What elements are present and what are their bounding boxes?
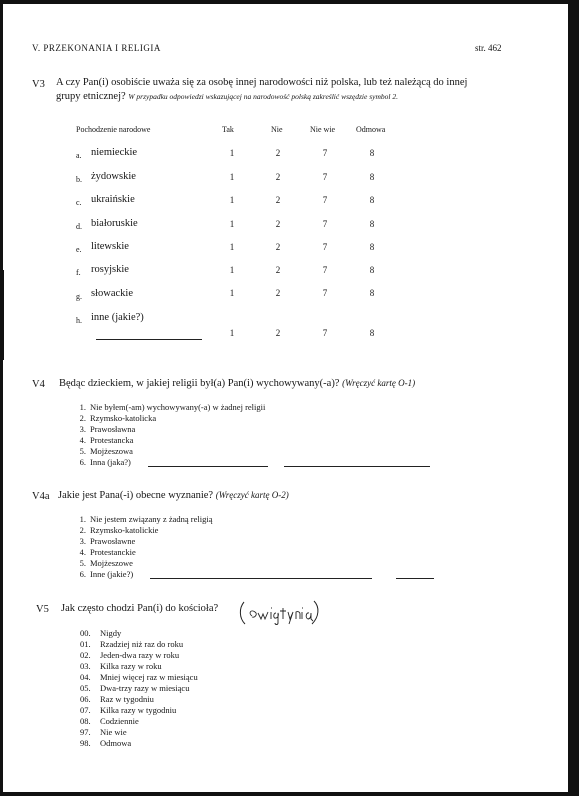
- v5-option[interactable]: 01. Rzadziej niż raz do roku: [80, 639, 184, 649]
- v4a-option[interactable]: 4. Protestanckie: [79, 547, 136, 557]
- question-v5-text: Jak często chodzi Pan(i) do kościoła?: [61, 603, 219, 614]
- code-dont-know[interactable]: 7: [322, 195, 328, 205]
- v5-option[interactable]: 02. Jeden-dwa razy w roku: [80, 650, 180, 660]
- row-label-lithuanian: litewskie: [91, 241, 129, 252]
- v5-option[interactable]: 06. Raz w tygodniu: [80, 694, 154, 704]
- grid-header-no: Nie: [271, 125, 283, 134]
- code-refusal[interactable]: 8: [369, 288, 375, 298]
- question-v3-text-line2-main: grupy etnicznej?: [56, 91, 126, 102]
- scan-edge-left: [0, 0, 3, 796]
- row-letter: d.: [76, 222, 82, 231]
- v4-option[interactable]: 5. Mojżeszowa: [79, 446, 133, 456]
- question-v5-number: V5: [36, 604, 49, 615]
- row-letter: c.: [76, 198, 82, 207]
- code-yes[interactable]: 1: [229, 219, 235, 229]
- question-v4a-text: [58, 489, 289, 502]
- code-dont-know[interactable]: 7: [322, 288, 328, 298]
- page-number: str. 462: [475, 43, 502, 53]
- v4a-other-blank-line[interactable]: [150, 578, 372, 579]
- code-no[interactable]: 2: [275, 265, 281, 275]
- v4a-option[interactable]: 6. Inne (jakie?): [79, 569, 134, 579]
- v4a-option[interactable]: 5. Mojżeszowe: [79, 558, 133, 568]
- v5-option[interactable]: 05. Dwa-trzy razy w miesiącu: [80, 683, 190, 693]
- row-label-other: inne (jakie?): [91, 312, 144, 323]
- v4-option[interactable]: 1. Nie byłem(-am) wychowywany(-a) w żadnej religii: [79, 402, 266, 412]
- row-letter: g.: [76, 292, 82, 301]
- code-no[interactable]: 2: [275, 288, 281, 298]
- code-refusal[interactable]: 8: [369, 219, 375, 229]
- code-refusal[interactable]: 8: [369, 148, 375, 158]
- v4-option[interactable]: 3. Prawosławna: [79, 424, 136, 434]
- v5-option[interactable]: 97. Nie wie: [80, 727, 127, 737]
- code-dont-know[interactable]: 7: [322, 172, 328, 182]
- v5-option[interactable]: 03. Kilka razy w roku: [80, 661, 162, 671]
- v4-option[interactable]: 6. Inna (jaka?): [79, 457, 131, 467]
- question-v3-text-line1: A czy Pan(i) osobiście uważa się za osobę innej narodowości niż polska, lub też należącą do innej: [56, 77, 468, 88]
- code-refusal[interactable]: 8: [369, 195, 375, 205]
- code-no[interactable]: 2: [275, 219, 281, 229]
- code-refusal[interactable]: 8: [369, 242, 375, 252]
- scan-edge-left-stub: [0, 270, 4, 360]
- row-letter: a.: [76, 151, 82, 160]
- code-yes[interactable]: 1: [229, 195, 235, 205]
- code-yes[interactable]: 1: [229, 242, 235, 252]
- row-label-slovak: słowackie: [91, 288, 133, 299]
- code-no[interactable]: 2: [275, 328, 281, 338]
- code-dont-know[interactable]: 7: [322, 328, 328, 338]
- v4-option[interactable]: 4. Protestancka: [79, 435, 134, 445]
- v4-option[interactable]: 2. Rzymsko-katolicka: [79, 413, 157, 423]
- code-dont-know[interactable]: 7: [322, 148, 328, 158]
- question-v4a-main: Jakie jest Pana(-i) obecne wyznanie?: [58, 490, 214, 501]
- scan-edge-top: [0, 0, 579, 4]
- question-v3-number: V3: [32, 79, 45, 90]
- code-no[interactable]: 2: [275, 195, 281, 205]
- question-v4-number: V4: [32, 379, 45, 390]
- question-v4-text: [59, 377, 415, 390]
- row-label-russian: rosyjskie: [91, 264, 129, 275]
- code-yes[interactable]: 1: [229, 172, 235, 182]
- row-letter: b.: [76, 175, 82, 184]
- row-label-ukrainian: ukraińskie: [91, 194, 135, 205]
- v4-other-blank-line[interactable]: [148, 466, 268, 467]
- code-no[interactable]: 2: [275, 242, 281, 252]
- code-refusal[interactable]: 8: [369, 265, 375, 275]
- row-label-jewish: żydowskie: [91, 171, 136, 182]
- v5-option[interactable]: 07. Kilka razy w tygodniu: [80, 705, 177, 715]
- v4a-option[interactable]: 1. Nie jestem związany z żadną religią: [79, 514, 213, 524]
- code-yes[interactable]: 1: [229, 265, 235, 275]
- row-label-belarusian: białoruskie: [91, 218, 138, 229]
- scan-edge-bottom: [0, 792, 579, 796]
- grid-header-dont-know: Nie wie: [310, 125, 336, 134]
- row-label-german: niemieckie: [91, 147, 138, 158]
- question-v4a-instruction: (Wręczyć kartę O-2): [215, 490, 289, 500]
- grid-header-yes: Tak: [222, 125, 234, 134]
- code-no[interactable]: 2: [275, 172, 281, 182]
- row-letter: f.: [76, 268, 81, 277]
- question-v4-instruction: (Wręczyć kartę O-1): [342, 378, 416, 388]
- v5-option[interactable]: 98. Odmowa: [80, 738, 132, 748]
- grid-header-refusal: Odmowa: [356, 125, 386, 134]
- v4-other-blank-line[interactable]: [284, 466, 430, 467]
- question-v4a-number: V4a: [32, 491, 50, 502]
- v4a-option[interactable]: 2. Rzymsko-katolickie: [79, 525, 159, 535]
- other-origin-blank-line[interactable]: [96, 339, 202, 340]
- v4a-other-blank-line[interactable]: [396, 578, 434, 579]
- code-no[interactable]: 2: [275, 148, 281, 158]
- row-letter: h.: [76, 316, 82, 325]
- scan-edge-right: [568, 0, 579, 796]
- v4a-option[interactable]: 3. Prawosławne: [79, 536, 136, 546]
- row-letter: e.: [76, 245, 82, 254]
- question-v3-text-line2: [56, 90, 398, 103]
- question-v4-main: Będąc dzieckiem, w jakiej religii był(a) Pan(i) wychowywany(-a)?: [59, 378, 340, 389]
- v5-option[interactable]: 08. Codziennie: [80, 716, 139, 726]
- code-refusal[interactable]: 8: [369, 172, 375, 182]
- code-refusal[interactable]: 8: [369, 328, 375, 338]
- code-dont-know[interactable]: 7: [322, 265, 328, 275]
- grid-header-origin: Pochodzenie narodowe: [76, 125, 151, 134]
- code-yes[interactable]: 1: [229, 148, 235, 158]
- question-v3-instruction: W przypadku odpowiedzi wskazującej na narodowość polską zakreślić wszędzie symbol 2.: [128, 92, 398, 101]
- v5-option[interactable]: 00. Nigdy: [80, 628, 122, 638]
- code-yes[interactable]: 1: [229, 288, 235, 298]
- code-dont-know[interactable]: 7: [322, 219, 328, 229]
- section-title: V. PRZEKONANIA I RELIGIA: [32, 43, 161, 53]
- v5-option[interactable]: 04. Mniej więcej raz w miesiącu: [80, 672, 198, 682]
- code-yes[interactable]: 1: [229, 328, 235, 338]
- code-dont-know[interactable]: 7: [322, 242, 328, 252]
- handwritten-note: [238, 598, 320, 626]
